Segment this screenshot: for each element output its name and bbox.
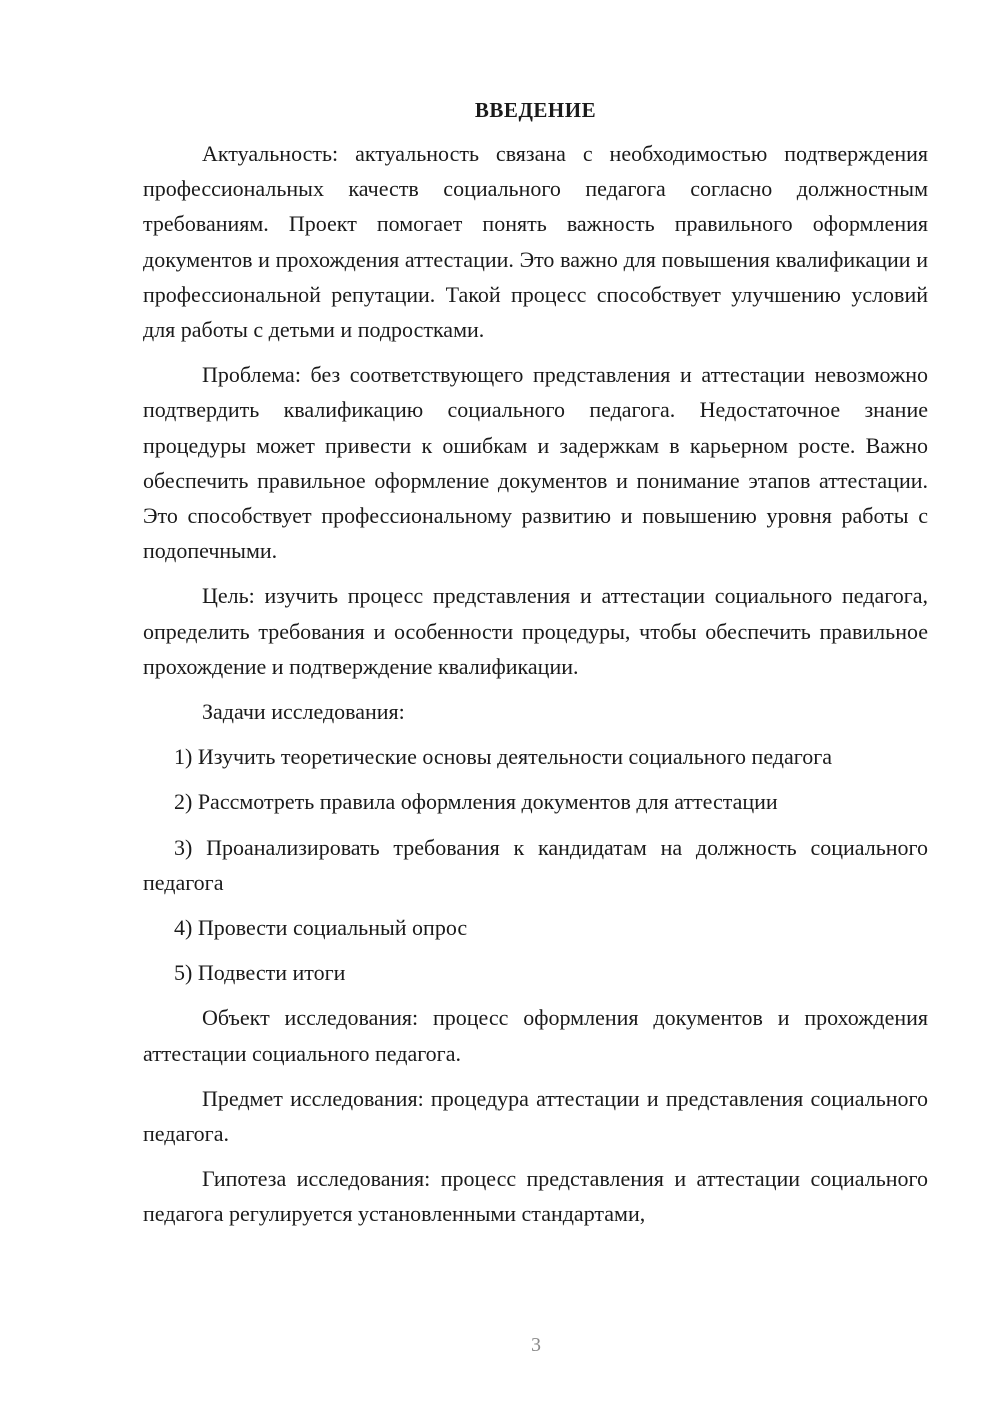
task-item-5: 5) Подвести итоги	[174, 960, 346, 986]
task-item-1: 1) Изучить теоретические основы деятельности социального педагога	[174, 744, 833, 770]
page-content	[143, 94, 928, 1242]
subject-paragraph: Предмет исследования: процедура аттестации и представления социального педагога.	[143, 1085, 928, 1147]
goal-paragraph: Цель: изучить процесс представления и аттестации социального педагога, определить требования и особенности процедуры, чтобы обеспечить правильное прохождение и подтверждение квалификации.	[143, 583, 928, 679]
task-item-2: 2) Рассмотреть правила оформления документов для аттестации	[174, 789, 778, 815]
page-number: 3	[531, 1334, 541, 1356]
page-heading: ВВЕДЕНИЕ	[474, 98, 597, 122]
object-paragraph: Объект исследования: процесс оформления документов и прохождения аттестации социального педагога.	[143, 1005, 928, 1066]
tasks-heading: Задачи исследования:	[202, 699, 405, 725]
task-item-3: 3) Проанализировать требования к кандидатам на должность социального педагога	[143, 834, 928, 895]
hypothesis-paragraph: Гипотеза исследования: процесс представления и аттестации социального педагога регулируется установленными стандартами,	[143, 1166, 928, 1227]
problem-paragraph: Проблема: без соответствующего представления и аттестации невозможно подтвердить квалификацию социального педагога. Недостаточное знание процедуры может привести к ошибкам и задержкам в карьерном росте. Важно обеспечить правильное оформление документов и понимание этапов аттестации. Это способствует профессиональному развитию и повышению уровня работы с подопечными.	[143, 362, 928, 564]
relevance-paragraph: Актуальность: актуальность связана с необходимостью подтверждения профессиональных качеств социального педагога согласно должностным требованиям. Проект помогает понять важность правильного оформления документов и прохождения аттестации. Это важно для повышения квалификации и профессиональной репутации. Такой процесс способствует улучшению условий для работы с детьми и подростками.	[143, 141, 928, 343]
task-item-4: 4) Провести социальный опрос	[174, 915, 468, 941]
